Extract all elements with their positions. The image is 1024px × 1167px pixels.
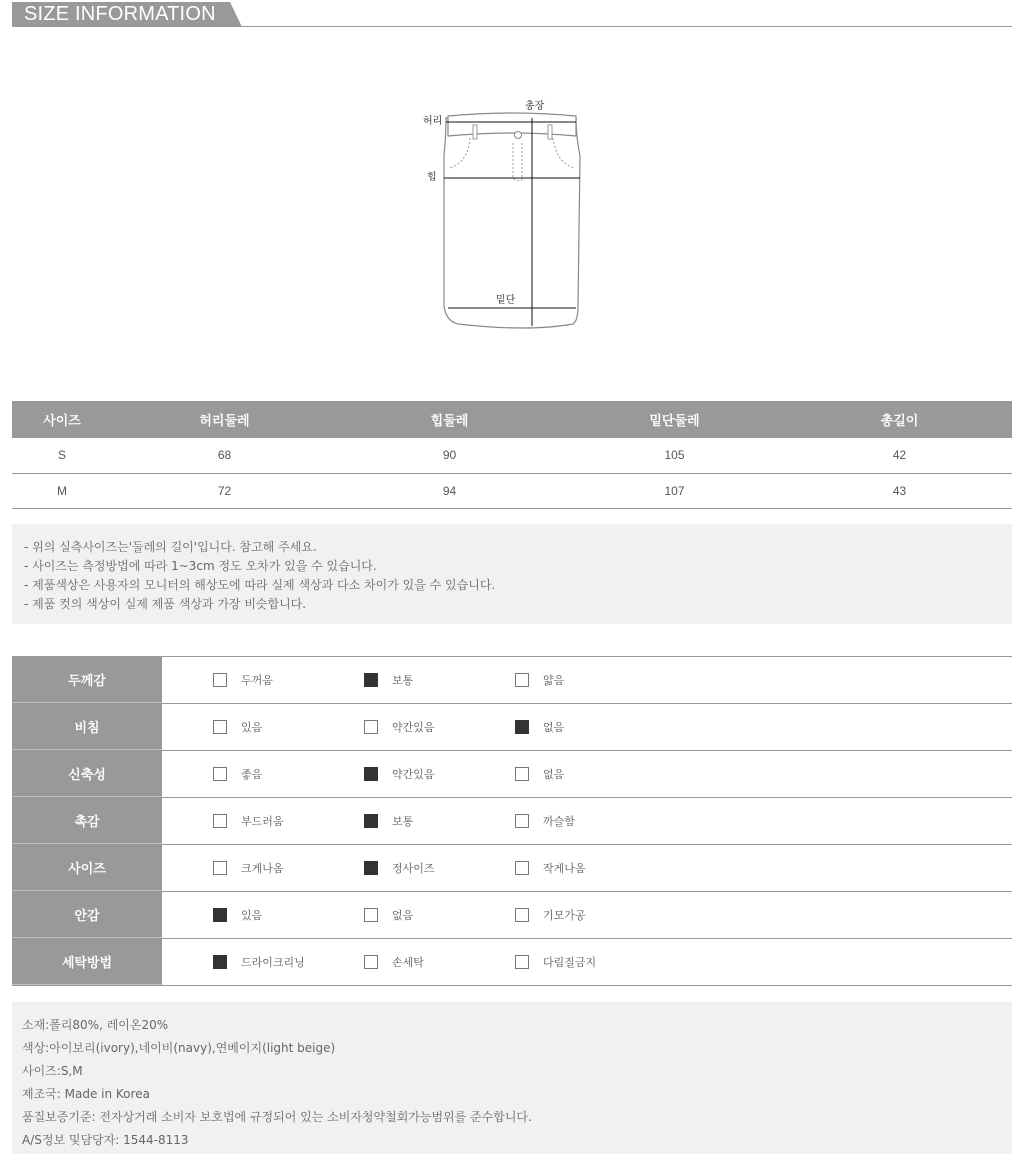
option-label: 좋음 xyxy=(241,768,263,781)
option-label: 얇음 xyxy=(543,674,565,687)
attribute-options xyxy=(162,892,1012,938)
checked-box-icon xyxy=(364,861,378,875)
attribute-row xyxy=(12,798,1012,845)
option-label: 기모가공 xyxy=(543,909,586,922)
attribute-label: 안감 xyxy=(12,892,162,938)
waistband xyxy=(448,113,576,136)
cell-waist: 68 xyxy=(112,438,337,473)
checked-box-icon xyxy=(213,908,227,922)
checked-box-icon xyxy=(364,767,378,781)
label-hem: 밑단 xyxy=(496,295,516,306)
option-label: 없음 xyxy=(543,721,565,734)
attribute-option xyxy=(364,907,515,923)
attribute-row xyxy=(12,939,1012,986)
attribute-row xyxy=(12,892,1012,939)
option-label: 약간있음 xyxy=(392,768,435,781)
cell-size: S xyxy=(12,438,112,473)
attribute-options xyxy=(162,657,1012,703)
attribute-option xyxy=(364,719,515,735)
section-header xyxy=(12,0,1012,27)
unchecked-box-icon xyxy=(515,908,529,922)
cell-hip: 90 xyxy=(337,438,562,473)
attribute-label: 신축성 xyxy=(12,751,162,797)
attribute-option xyxy=(515,672,666,688)
note-line: - 제품 컷의 색상이 실제 제품 색상과 가장 비슷합니다. xyxy=(24,597,307,611)
attribute-option xyxy=(213,813,364,829)
cell-length: 43 xyxy=(787,473,1012,508)
table-row xyxy=(12,473,1012,508)
checked-box-icon xyxy=(364,814,378,828)
attribute-option xyxy=(515,719,666,735)
attribute-option xyxy=(515,813,666,829)
unchecked-box-icon xyxy=(213,814,227,828)
label-hip: 힙 xyxy=(427,172,437,183)
attribute-options xyxy=(162,939,1012,985)
attribute-option xyxy=(213,672,364,688)
option-label: 보통 xyxy=(392,674,414,687)
note-line: - 위의 실측사이즈는'둘레의 길이'입니다. 참고해 주세요. xyxy=(24,540,317,554)
option-label: 약간있음 xyxy=(392,721,435,734)
option-label: 정사이즈 xyxy=(392,862,435,875)
attribute-option xyxy=(515,954,666,970)
attribute-row xyxy=(12,657,1012,704)
info-color: 색상:아이보리(ivory),네이비(navy),연베이지(light beige) xyxy=(22,1041,336,1055)
attribute-label: 비침 xyxy=(12,704,162,750)
col-waist: 허리둘레 xyxy=(112,401,337,438)
info-origin: 제조국: Made in Korea xyxy=(22,1087,150,1101)
size-table xyxy=(12,401,1012,509)
belt-loop-left xyxy=(473,125,477,139)
col-hip: 힙둘레 xyxy=(337,401,562,438)
col-size: 사이즈 xyxy=(12,401,112,438)
option-label: 보통 xyxy=(392,815,414,828)
label-waist: 허리 xyxy=(423,116,443,127)
cell-hem: 107 xyxy=(562,473,787,508)
section-title-corner xyxy=(230,2,242,27)
product-attributes xyxy=(12,656,1012,986)
option-label: 작게나옴 xyxy=(543,862,586,875)
attribute-option xyxy=(213,766,364,782)
checked-box-icon xyxy=(515,720,529,734)
unchecked-box-icon xyxy=(364,720,378,734)
option-label: 드라이크리닝 xyxy=(241,956,305,969)
attribute-row xyxy=(12,751,1012,798)
unchecked-box-icon xyxy=(515,814,529,828)
attribute-row xyxy=(12,704,1012,751)
attribute-option xyxy=(364,672,515,688)
checked-box-icon xyxy=(364,673,378,687)
unchecked-box-icon xyxy=(364,955,378,969)
size-table-header xyxy=(12,401,1012,438)
option-label: 부드러움 xyxy=(241,815,284,828)
label-length: 총장 xyxy=(525,101,545,112)
note-line: - 사이즈는 측정방법에 따라 1~3cm 정도 오차가 있을 수 있습니다. xyxy=(24,559,377,573)
belt-loop-right xyxy=(548,125,552,139)
table-row xyxy=(12,438,1012,473)
option-label: 있음 xyxy=(241,721,263,734)
attribute-label: 사이즈 xyxy=(12,845,162,891)
unchecked-box-icon xyxy=(364,908,378,922)
attribute-option xyxy=(213,860,364,876)
option-label: 없음 xyxy=(543,768,565,781)
unchecked-box-icon xyxy=(515,673,529,687)
attribute-row xyxy=(12,845,1012,892)
note-line: - 제품색상은 사용자의 모니터의 해상도에 따라 실제 색상과 다소 차이가 있을 수 있습니다. xyxy=(24,578,496,592)
attribute-option xyxy=(515,766,666,782)
attribute-option xyxy=(515,860,666,876)
attribute-options xyxy=(162,704,1012,750)
attribute-options xyxy=(162,798,1012,844)
col-length: 총길이 xyxy=(787,401,1012,438)
attribute-options xyxy=(162,845,1012,891)
attribute-option xyxy=(364,954,515,970)
unchecked-box-icon xyxy=(515,861,529,875)
attribute-label: 두께감 xyxy=(12,657,162,703)
attribute-option xyxy=(364,813,515,829)
col-hem: 밑단둘레 xyxy=(562,401,787,438)
cell-waist: 72 xyxy=(112,473,337,508)
attribute-options xyxy=(162,751,1012,797)
attribute-option xyxy=(364,766,515,782)
cell-length: 42 xyxy=(787,438,1012,473)
section-title: SIZE INFORMATION xyxy=(12,2,230,27)
info-size: 사이즈:S,M xyxy=(22,1064,83,1078)
unchecked-box-icon xyxy=(515,955,529,969)
button xyxy=(515,132,522,139)
attribute-option xyxy=(364,860,515,876)
size-notes xyxy=(12,524,1012,624)
skirt-measurement-diagram xyxy=(418,96,588,336)
product-info xyxy=(12,1002,1012,1154)
option-label: 있음 xyxy=(241,909,263,922)
attribute-option xyxy=(213,719,364,735)
attribute-label: 촉감 xyxy=(12,798,162,844)
option-label: 까슬함 xyxy=(543,815,575,828)
unchecked-box-icon xyxy=(213,673,227,687)
info-as-contact: A/S정보 및담당자: 1544-8113 xyxy=(22,1133,189,1147)
option-label: 두꺼움 xyxy=(241,674,273,687)
attribute-option xyxy=(515,907,666,923)
info-warranty: 품질보증기준: 전자상거래 소비자 보호법에 규정되어 있는 소비자청약철회가능범위를 준수합니다. xyxy=(22,1110,532,1124)
info-material: 소재:폴리80%, 레이온20% xyxy=(22,1018,169,1032)
option-label: 없음 xyxy=(392,909,414,922)
unchecked-box-icon xyxy=(515,767,529,781)
checked-box-icon xyxy=(213,955,227,969)
cell-hem: 105 xyxy=(562,438,787,473)
cell-size: M xyxy=(12,473,112,508)
option-label: 크게나옴 xyxy=(241,862,284,875)
unchecked-box-icon xyxy=(213,720,227,734)
option-label: 손세탁 xyxy=(392,956,424,969)
cell-hip: 94 xyxy=(337,473,562,508)
attribute-option xyxy=(213,907,364,923)
attribute-option xyxy=(213,954,364,970)
unchecked-box-icon xyxy=(213,861,227,875)
unchecked-box-icon xyxy=(213,767,227,781)
option-label: 다림질금지 xyxy=(543,956,597,969)
attribute-label: 세탁방법 xyxy=(12,939,162,985)
